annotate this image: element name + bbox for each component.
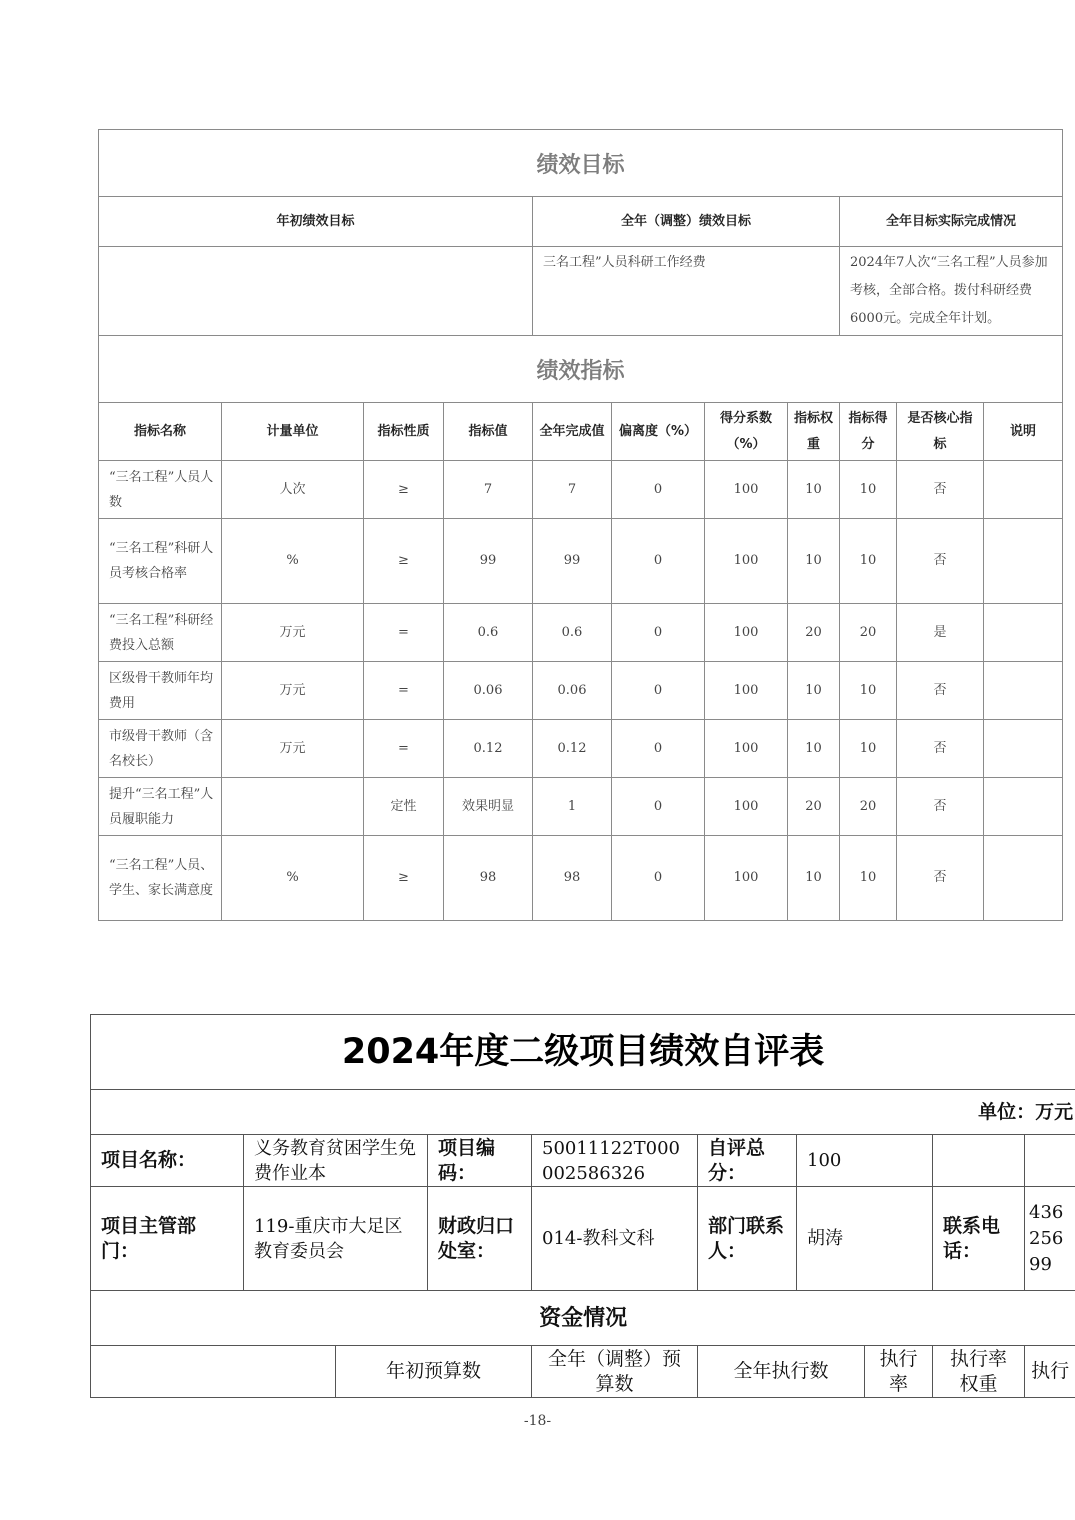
empty-cell: [91, 1346, 336, 1398]
indicator-actual-cell: 0.12: [533, 720, 612, 778]
indicator-target-cell: 98: [444, 836, 533, 921]
indicator-coef-cell: 100: [705, 778, 788, 836]
indicator-deviation-cell: 0: [612, 720, 705, 778]
self-score-label: 自评总分：: [698, 1135, 797, 1187]
indicator-name-cell: “三名工程”科研经费投入总额: [99, 604, 222, 662]
indicator-actual-cell: 1: [533, 778, 612, 836]
col-header: 指标权重: [788, 403, 840, 461]
indicator-unit-cell: 人次: [222, 461, 364, 519]
indicator-row: [99, 519, 1063, 604]
indicator-weight-cell: 10: [788, 461, 840, 519]
funds-header-rate-weight: 执行率权重: [933, 1346, 1025, 1398]
dept-label: 项目主管部门：: [91, 1187, 244, 1291]
indicator-coef-cell: 100: [705, 519, 788, 604]
goal-actual-cell: 2024年7人次“三名工程”人员参加考核，全部合格。拨付科研经费6000元。完成全年计划。: [840, 247, 1063, 336]
indicator-target-cell: 效果明显: [444, 778, 533, 836]
col-header: 指标性质: [364, 403, 444, 461]
indicator-name-cell: 提升“三名工程”人员履职能力: [99, 778, 222, 836]
empty-cell: [1025, 1135, 1075, 1187]
indicator-name-cell: 区级骨干教师年均费用: [99, 662, 222, 720]
page-number: -18-: [523, 1413, 552, 1429]
project-code-value: 50011122T000002586326: [532, 1135, 698, 1187]
indicator-deviation-cell: 0: [612, 461, 705, 519]
indicator-note-cell: [984, 720, 1063, 778]
unit-note: 单位：万元: [91, 1090, 1075, 1135]
indicator-core-cell: 否: [897, 778, 984, 836]
project-code-label: 项目编码：: [428, 1135, 532, 1187]
project-name-label: 项目名称：: [91, 1135, 244, 1187]
indicator-nature-cell: =: [364, 720, 444, 778]
indicator-actual-cell: 99: [533, 519, 612, 604]
indicator-actual-cell: 0.06: [533, 662, 612, 720]
indicator-actual-cell: 98: [533, 836, 612, 921]
funds-header-rate: 执行率: [865, 1346, 933, 1398]
goals-section-title: 绩效目标: [99, 130, 1063, 197]
indicator-deviation-cell: 0: [612, 604, 705, 662]
indicator-name-cell: “三名工程”科研人员考核合格率: [99, 519, 222, 604]
indicator-unit-cell: 万元: [222, 720, 364, 778]
indicator-actual-cell: 0.6: [533, 604, 612, 662]
indicator-weight-cell: 10: [788, 519, 840, 604]
indicator-note-cell: [984, 778, 1063, 836]
indicator-score-cell: 10: [840, 662, 897, 720]
funds-header-executed: 全年执行数: [698, 1346, 865, 1398]
indicator-weight-cell: 10: [788, 720, 840, 778]
col-header: 指标名称: [99, 403, 222, 461]
indicator-score-cell: 10: [840, 836, 897, 921]
indicator-nature-cell: 定性: [364, 778, 444, 836]
indicator-coef-cell: 100: [705, 604, 788, 662]
indicator-core-cell: 否: [897, 461, 984, 519]
indicator-name-cell: “三名工程”人员、学生、家长满意度: [99, 836, 222, 921]
contact-value: 胡涛: [797, 1187, 933, 1291]
indicator-deviation-cell: 0: [612, 519, 705, 604]
indicator-score-cell: 10: [840, 461, 897, 519]
indicator-unit-cell: 万元: [222, 662, 364, 720]
indicator-core-cell: 否: [897, 720, 984, 778]
indicator-deviation-cell: 0: [612, 836, 705, 921]
indicator-row: [99, 604, 1063, 662]
phone-value: 43625699: [1025, 1187, 1075, 1291]
col-header: 计量单位: [222, 403, 364, 461]
phone-label: 联系电话：: [933, 1187, 1025, 1291]
finance-value: 014-教科文科: [532, 1187, 698, 1291]
dept-value: 119-重庆市大足区教育委员会: [244, 1187, 428, 1291]
goal-header-adjusted: 全年（调整）绩效目标: [533, 197, 840, 247]
indicator-weight-cell: 10: [788, 662, 840, 720]
form-title: 2024年度二级项目绩效自评表: [91, 1015, 1075, 1090]
indicator-score-cell: 20: [840, 778, 897, 836]
indicator-score-cell: 10: [840, 720, 897, 778]
goal-initial-cell: [99, 247, 533, 336]
indicator-row: [99, 662, 1063, 720]
indicator-note-cell: [984, 604, 1063, 662]
goal-header-initial: 年初绩效目标: [99, 197, 533, 247]
indicator-nature-cell: ≥: [364, 836, 444, 921]
indicator-name-cell: 市级骨干教师（含名校长）: [99, 720, 222, 778]
indicator-unit-cell: 万元: [222, 604, 364, 662]
funds-header-adjusted: 全年（调整）预算数: [532, 1346, 698, 1398]
indicator-actual-cell: 7: [533, 461, 612, 519]
indicator-coef-cell: 100: [705, 836, 788, 921]
col-header: 说明: [984, 403, 1063, 461]
indicator-core-cell: 否: [897, 662, 984, 720]
indicator-unit-cell: %: [222, 519, 364, 604]
goal-adjusted-cell: 三名工程”人员科研工作经费: [533, 247, 840, 336]
empty-cell: [933, 1135, 1025, 1187]
finance-label: 财政归口处室：: [428, 1187, 532, 1291]
indicator-row: [99, 836, 1063, 921]
self-score-value: 100: [797, 1135, 933, 1187]
indicator-note-cell: [984, 519, 1063, 604]
indicator-nature-cell: ≥: [364, 519, 444, 604]
indicator-row: [99, 461, 1063, 519]
indicator-name-cell: “三名工程”人员人数: [99, 461, 222, 519]
self-evaluation-form: [90, 1014, 1075, 1398]
funds-section-title: 资金情况: [91, 1291, 1075, 1346]
col-header: 指标得分: [840, 403, 897, 461]
project-name-value: 义务教育贫困学生免费作业本: [244, 1135, 428, 1187]
funds-header-initial: 年初预算数: [336, 1346, 532, 1398]
col-header: 偏离度（%）: [612, 403, 705, 461]
indicator-nature-cell: ≥: [364, 461, 444, 519]
indicator-row: [99, 778, 1063, 836]
indicator-weight-cell: 20: [788, 604, 840, 662]
indicators-section-title: 绩效指标: [99, 336, 1063, 403]
indicator-note-cell: [984, 461, 1063, 519]
indicator-weight-cell: 20: [788, 778, 840, 836]
col-header: 指标值: [444, 403, 533, 461]
indicator-score-cell: 10: [840, 519, 897, 604]
indicator-target-cell: 0.06: [444, 662, 533, 720]
indicator-target-cell: 0.6: [444, 604, 533, 662]
indicator-deviation-cell: 0: [612, 778, 705, 836]
indicator-unit-cell: %: [222, 836, 364, 921]
indicator-note-cell: [984, 662, 1063, 720]
indicator-score-cell: 20: [840, 604, 897, 662]
indicator-target-cell: 0.12: [444, 720, 533, 778]
indicator-coef-cell: 100: [705, 720, 788, 778]
indicator-coef-cell: 100: [705, 461, 788, 519]
indicator-unit-cell: [222, 778, 364, 836]
indicator-target-cell: 7: [444, 461, 533, 519]
indicator-core-cell: 否: [897, 519, 984, 604]
col-header: 是否核心指标: [897, 403, 984, 461]
indicator-row: [99, 720, 1063, 778]
col-header: 全年完成值: [533, 403, 612, 461]
indicator-coef-cell: 100: [705, 662, 788, 720]
indicator-note-cell: [984, 836, 1063, 921]
goal-header-actual: 全年目标实际完成情况: [840, 197, 1063, 247]
indicator-deviation-cell: 0: [612, 662, 705, 720]
funds-header-exec: 执行: [1025, 1346, 1075, 1398]
performance-table: [98, 129, 1063, 921]
contact-label: 部门联系人：: [698, 1187, 797, 1291]
indicator-rows: [99, 461, 1063, 921]
col-header: 得分系数（%）: [705, 403, 788, 461]
indicator-core-cell: 是: [897, 604, 984, 662]
indicator-target-cell: 99: [444, 519, 533, 604]
indicator-nature-cell: =: [364, 662, 444, 720]
indicator-core-cell: 否: [897, 836, 984, 921]
indicator-weight-cell: 10: [788, 836, 840, 921]
indicator-nature-cell: =: [364, 604, 444, 662]
